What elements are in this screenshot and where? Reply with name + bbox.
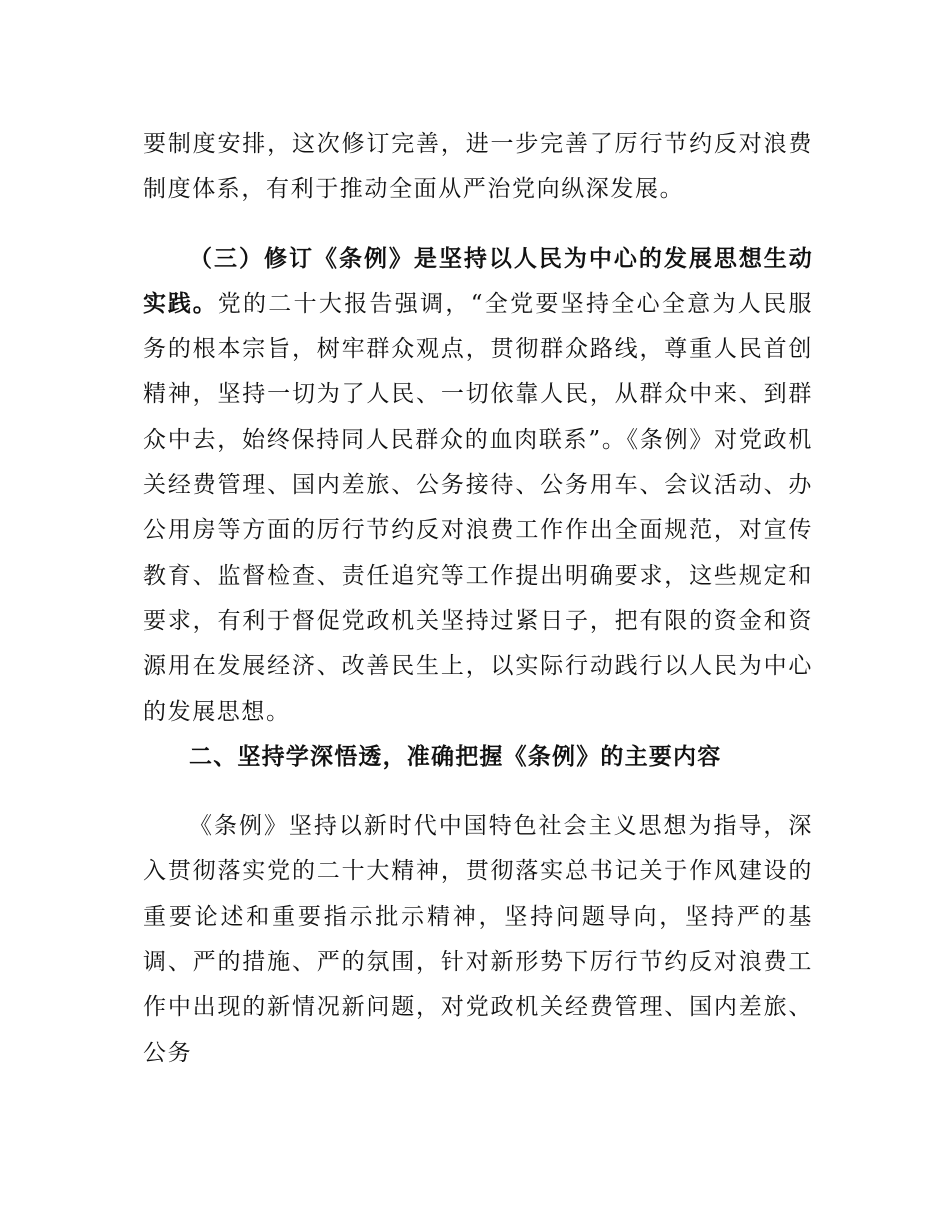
paragraph-main-content: 《条例》坚持以新时代中国特色社会主义思想为指导，深入贯彻落实党的二十大精神，贯彻落实总书记关于作风建设的重要论述和重要指示批示精神，坚持问题导向，坚持严的基调、严的措施、严的氛围，针对新形势下厉行节约反对浪费工作中出现的新情况新问题，对党政机关经费管理、国内差旅、公务 bbox=[143, 813, 813, 1066]
point-three-body: 党的二十大报告强调，“全党要坚持全心全意为人民服务的根本宗旨，树牢群众观点，贯彻群众路线，尊重人民首创精神，坚持一切为了人民、一切依靠人民，从群众中来、到群众中去，始终保持同人民群众的血肉联系”。《条例》对党政机关经费管理、国内差旅、公务接待、公务用车、会议活动、办公用房等方面的厉行节约反对浪费工作作出全面规范，对宣传教育、监督检查、责任追究等工作提出明确要求，这些规定和要求，有利于督促党政机关坚持过紧日子，把有限的资金和资源用在发展经济、改善民生上，以实际行动践行以人民为中心的发展思想。 bbox=[143, 290, 813, 725]
paragraph-continuation: 要制度安排，这次修订完善，进一步完善了厉行节约反对浪费制度体系，有利于推动全面从严治党向纵深发展。 bbox=[143, 131, 813, 203]
section-heading: 二、坚持学深悟透，准确把握《条例》的主要内容 bbox=[189, 743, 722, 770]
paragraph-point-three bbox=[143, 237, 813, 735]
document-body bbox=[143, 122, 813, 1076]
point-three-heading: （三）修订《条例》是坚持以人民为中心的发展思想生动实践。 bbox=[143, 245, 813, 317]
